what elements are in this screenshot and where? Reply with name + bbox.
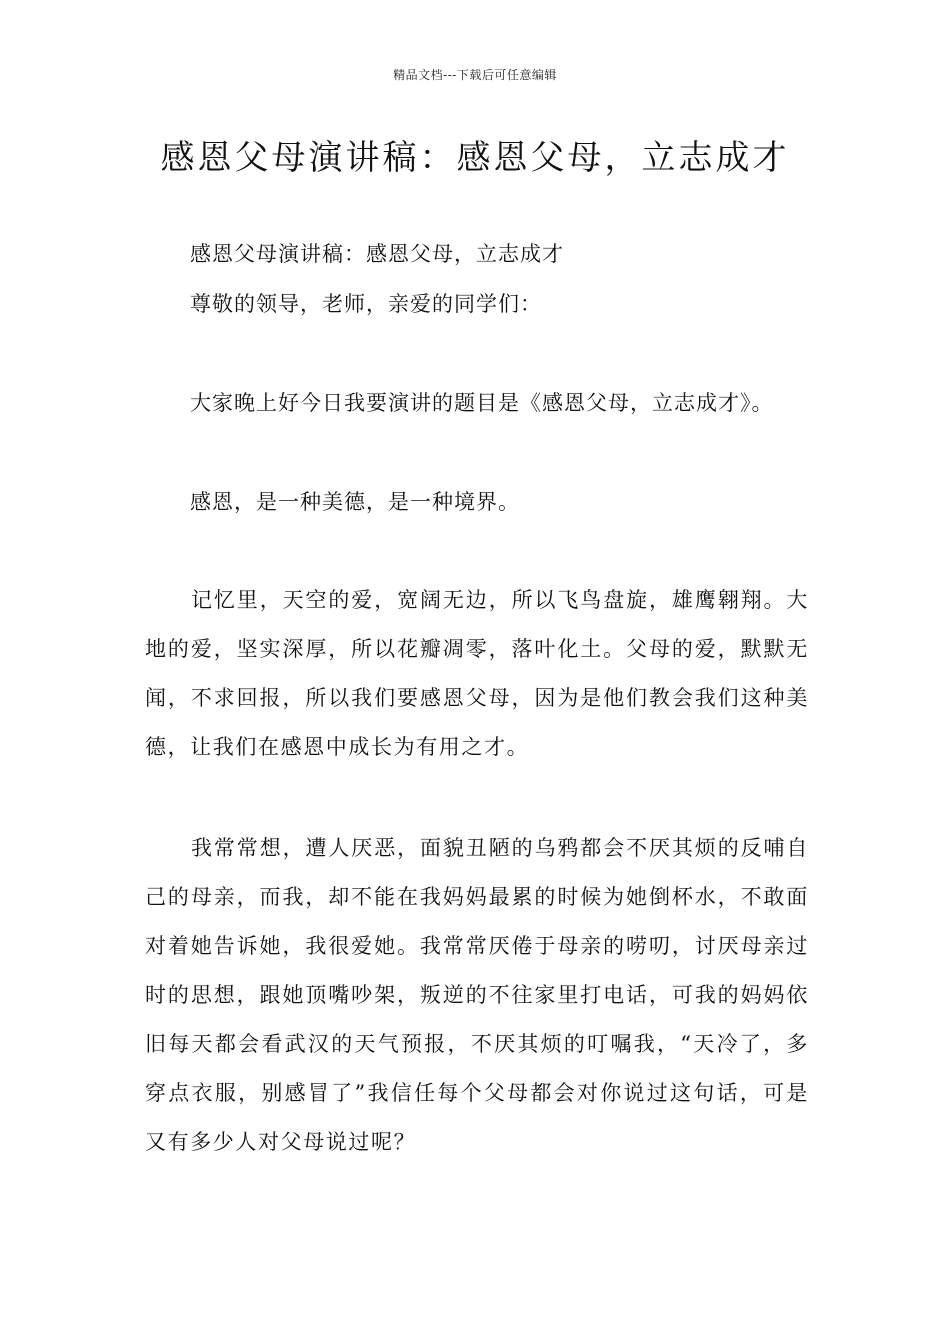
greeting-line: 尊敬的领导，老师，亲爱的同学们： bbox=[190, 292, 542, 316]
body-paragraph-1: 记忆里，天空的爱，宽阔无边，所以飞鸟盘旋，雄鹰翱翔。大地的爱，坚实深厚，所以花瓣凋零，落叶化土。父母的爱，默默无闻，不求回报，所以我们要感恩父母，因为是他们教会我们这种美德，让我们在感恩中成长为有用之才。 bbox=[145, 588, 809, 759]
thesis-line: 感恩，是一种美德，是一种境界。 bbox=[190, 490, 520, 514]
intro-line: 大家晚上好今日我要演讲的题目是《感恩父母，立志成才》。 bbox=[190, 391, 774, 415]
body-paragraph-2: 我常常想，遭人厌恶，面貌丑陋的乌鸦都会不厌其烦的反哺自己的母亲，而我，却不能在我妈妈最累的时候为她倒杯水，不敢面对着她告诉她，我很爱她。我常常厌倦于母亲的唠叨，讨厌母亲过时的思想，跟她顶嘴吵架，叛逆的不往家里打电话，可我的妈妈依旧每天都会看武汉的天气预报，不厌其烦的叮嘱我，“天冷了，多穿点衣服，别感冒了”我信任每个父母都会对你说过这句话，可是又有多少人对父母说过呢？ bbox=[145, 836, 809, 1154]
speech-subtitle: 感恩父母演讲稿：感恩父母，立志成才 bbox=[190, 242, 564, 266]
page-header: 精品文档---下载后可任意编辑 bbox=[393, 68, 557, 82]
document-title: 感恩父母演讲稿：感恩父母，立志成才 bbox=[160, 138, 790, 178]
